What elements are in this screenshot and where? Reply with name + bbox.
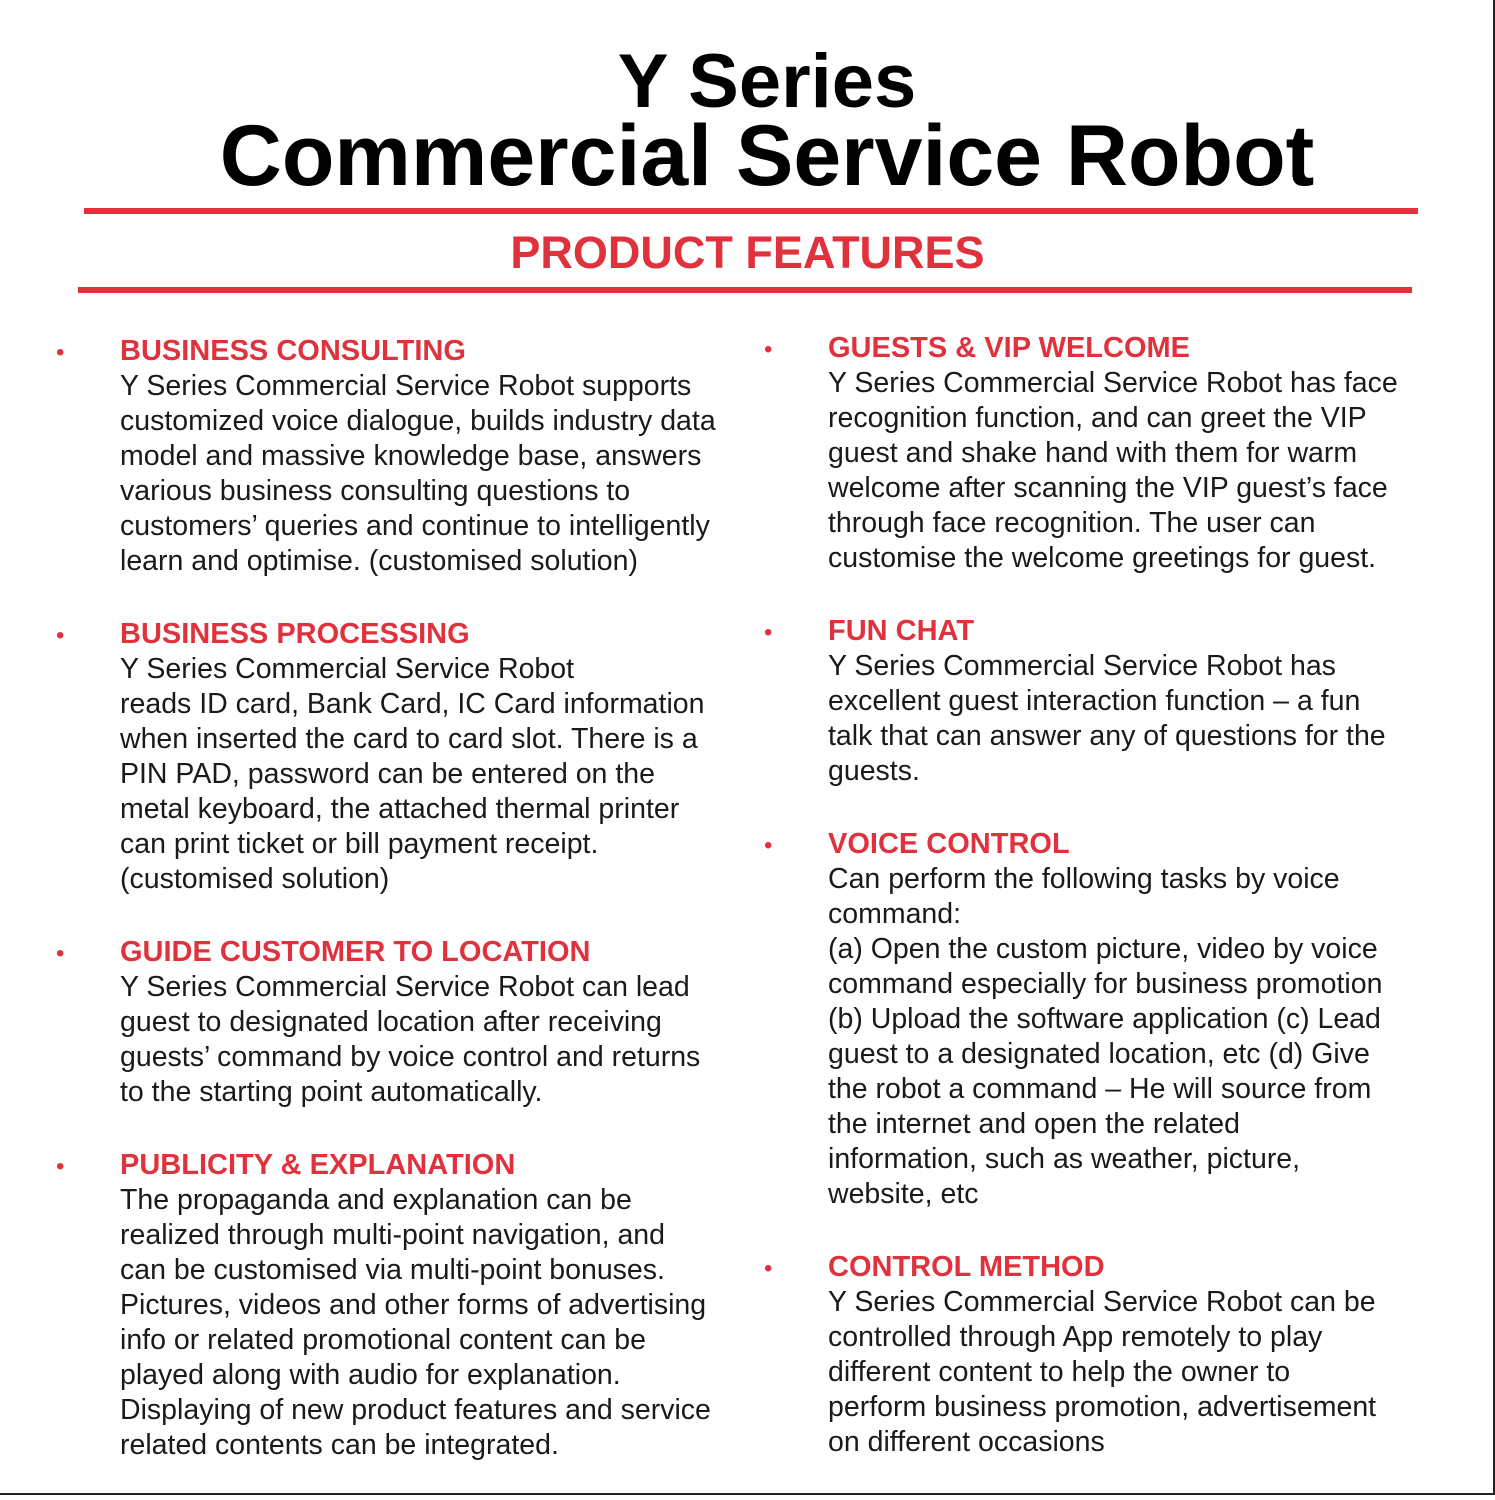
- bullet-icon: •: [56, 339, 65, 366]
- feature-heading: VOICE CONTROL: [828, 828, 1070, 860]
- divider-bottom: [78, 287, 1412, 293]
- feature-description: Y Series Commercial Service Robot can be controlled through App remotely to play different content to help the owner to perform business promotion, advertisement on different occasions: [828, 1286, 1377, 1458]
- feature-heading: CONTROL METHOD: [828, 1251, 1105, 1283]
- bullet-icon: •: [764, 832, 773, 859]
- feature-heading: GUESTS & VIP WELCOME: [828, 332, 1191, 364]
- features-left-column: [56, 333, 760, 1500]
- feature-heading: FUN CHAT: [828, 615, 975, 647]
- feature-control-method: [764, 1249, 1468, 1460]
- title-line-2: Commercial Service Robot: [219, 108, 1315, 204]
- bullet-icon: •: [764, 336, 773, 363]
- bullet-icon: •: [56, 940, 65, 967]
- bullet-icon: •: [56, 1153, 65, 1180]
- features-right-column: [764, 330, 1468, 1497]
- title-line-1: Y Series: [617, 39, 917, 124]
- feature-description: Y Series Commercial Service Robot supports customized voice dialogue, builds industry data model and massive knowledge base, answers various business consulting questions to customers’ queries and continue to intelligently learn and optimise. (customised solution): [120, 370, 716, 577]
- feature-description: Y Series Commercial Service Robot reads ID card, Bank Card, IC Card information when inserted the card to card slot. There is a PIN PAD, password can be entered on the metal keyboard, the attached thermal printer can print ticket or bill payment receipt. (customised solution): [120, 653, 705, 895]
- feature-fun-chat: [764, 613, 1468, 789]
- feature-description: Y Series Commercial Service Robot has excellent guest interaction function – a fun talk that can answer any of questions for the guests.: [828, 650, 1386, 787]
- divider-top: [84, 208, 1418, 214]
- feature-guests-vip-welcome: [764, 330, 1468, 576]
- feature-voice-control: [764, 826, 1468, 1212]
- feature-heading: BUSINESS PROCESSING: [120, 618, 470, 650]
- bullet-icon: •: [56, 622, 65, 649]
- feature-description: The propaganda and explanation can be realized through multi-point navigation, and can be customised via multi-point bonuses. Pictures, videos and other forms of advertising info or related promotional content can be played along with audio for explanation. Displaying of new product features and service related contents can be integrated.: [120, 1184, 711, 1461]
- feature-heading: BUSINESS CONSULTING: [120, 335, 466, 367]
- feature-heading: GUIDE CUSTOMER TO LOCATION: [120, 936, 591, 968]
- feature-description: Y Series Commercial Service Robot can lead guest to designated location after receiving guests’ command by voice control and returns to the starting point automatically.: [120, 971, 701, 1108]
- feature-business-consulting: [56, 333, 760, 579]
- feature-description: Can perform the following tasks by voice command: (a) Open the custom picture, video by voice command especially for business promotion (b) Upload the software application (c) Lead guest to a designated location, etc (d) Give the robot a command – He will source from the internet and open the related information, such as weather, picture, website, etc: [828, 863, 1383, 1210]
- section-title: PRODUCT FEATURES: [510, 227, 985, 278]
- feature-business-processing: [56, 616, 760, 897]
- feature-heading: PUBLICITY & EXPLANATION: [120, 1149, 516, 1181]
- bullet-icon: •: [764, 619, 773, 646]
- bullet-icon: •: [764, 1255, 773, 1282]
- feature-guide-customer: [56, 934, 760, 1110]
- feature-description: Y Series Commercial Service Robot has face recognition function, and can greet the VIP guest and shake hand with them for warm welcome after scanning the VIP guest’s face through face recognition. The user can customise the welcome greetings for guest.: [828, 367, 1398, 574]
- feature-publicity-explanation: [56, 1147, 760, 1463]
